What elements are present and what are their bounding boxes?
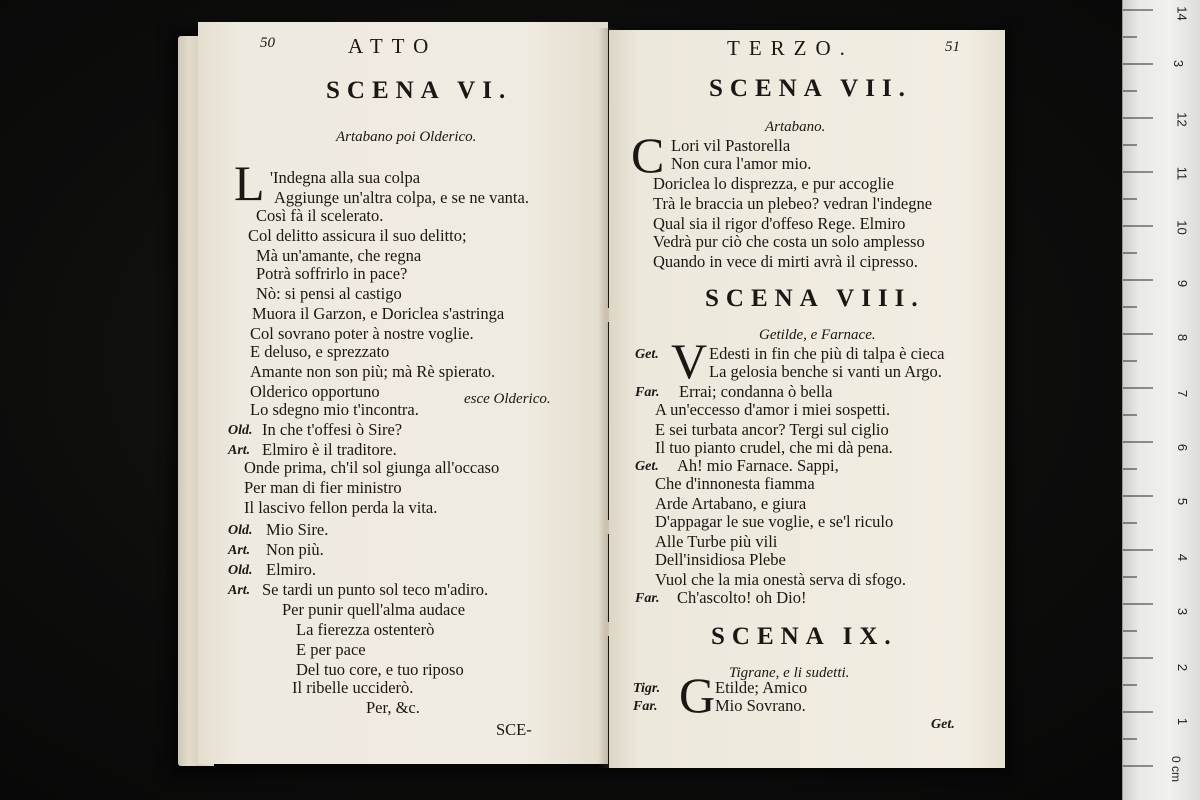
running-head: TERZO. [727,36,854,60]
verse-line: Elmiro è il traditore. [262,440,397,459]
verse-line: Quando in vece di mirti avrà il cipresso. [653,252,918,271]
verse-line: Il lascivo fellon perda la vita. [244,498,438,517]
verse-line: Col delitto assicura il suo delitto; [248,226,467,245]
scene-title: SCENA VIII. [705,285,925,312]
verse-line: Del tuo core, e tuo riposo [296,660,464,679]
ruler-number: 1 [1175,717,1191,726]
speaker-label: Old. [228,523,253,538]
ruler-number: 6 [1175,443,1191,452]
verse-line: In che t'offesi ò Sire? [262,420,403,439]
verse-line: La fierezza ostenterò [296,620,435,639]
verse-line: Per man di fier ministro [244,478,402,497]
verse-line: Amante non son più; mà Rè spierato. [250,362,496,381]
stage-direction: esce Olderico. [464,391,551,407]
verse-line: D'appagar le sue voglie, e se'l riculo [655,512,894,531]
verse-line: Aggiunge un'altra colpa, e se ne vanta. [274,188,529,207]
verse-line: Vuol che la mia onestà serva di sfogo. [655,570,907,589]
ruler-number: 11 [1174,166,1190,181]
right-page [609,30,1005,768]
ruler-number: 9 [1175,279,1191,288]
scene-title: SCENA VI. [326,77,513,104]
speaker-label: Tigr. [633,681,661,696]
verse-line: La gelosia benche si vanti un Argo. [709,362,942,381]
scene-persons: Artabano. [765,119,826,135]
verse-line: Etilde; Amico [715,678,808,697]
verse-line: Non più. [266,540,324,559]
scene-title: SCENA VII. [709,75,912,102]
speaker-label: Far. [635,591,660,606]
speaker-label: Old. [228,423,253,438]
verse-line: Elmiro. [266,560,316,579]
speaker-label: Art. [228,443,251,458]
scene-persons: Tigrane, e li sudetti. [729,665,850,681]
verse-line: Arde Artabano, e giura [655,494,807,513]
ruler-number: 10 [1174,220,1190,235]
verse-line: Doriclea lo disprezza, e pur accoglie [653,174,894,193]
verse-line: Potrà soffrirlo in pace? [256,264,408,283]
verse-line: Qual sia il rigor d'offeso Rege. Elmiro [653,214,906,233]
scene-persons: Artabano poi Olderico. [336,129,477,145]
running-head: ATTO [348,34,438,58]
verse-line: A un'eccesso d'amor i miei sospetti. [655,400,891,419]
verse-line: Col sovrano poter à nostre voglie. [250,324,474,343]
page-number: 51 [945,39,960,55]
drop-cap: C [631,127,665,183]
verse-line: Mio Sire. [266,520,329,539]
ruler-number: 14 [1174,6,1190,21]
verse-line: Dell'insidiosa Plebe [655,550,786,569]
speaker-label: Get. [635,459,659,474]
left-page [198,22,608,764]
verse-line: Non cura l'amor mio. [671,154,812,173]
ruler-number: 8 [1175,333,1191,342]
ruler-unit: 0 cm [1169,755,1184,783]
drop-cap: V [671,333,708,389]
drop-cap: L [234,155,265,211]
verse-line: Per punir quell'alma audace [282,600,466,619]
verse-line: Muora il Garzon, e Doriclea s'astringa [252,304,505,323]
verse-line: Mio Sovrano. [715,696,806,715]
verse-line: Onde prima, ch'il sol giunga all'occaso [244,458,500,477]
verse-line: Lo sdegno mio t'incontra. [250,400,419,419]
ruler-number: 4 [1175,553,1191,562]
verse-line: Il tuo pianto crudel, che mi dà pena. [655,438,893,457]
speaker-label: Get. [635,347,659,362]
verse-line: E deluso, e sprezzato [250,342,390,361]
verse-line: Olderico opportuno [250,382,380,401]
verse-line: Il ribelle ucciderò. [292,678,414,697]
verse-line: Che d'innonesta fiamma [655,474,815,493]
verse-line: Per, &c. [366,698,420,717]
drop-cap: G [679,667,716,723]
verse-line: Errai; condanna ò bella [679,382,833,401]
verse-line: Trà le braccia un plebeo? vedran l'indegne [653,194,933,213]
speaker-label: Art. [228,583,251,598]
scene-title: SCENA IX. [711,623,898,650]
ruler-number: 3 [1171,59,1187,68]
ruler-number: 3 [1175,607,1191,616]
verse-line: E sei turbata ancor? Tergi sul ciglio [655,420,889,439]
ruler-ticks [1123,0,1200,800]
speaker-label: Old. [228,563,253,578]
catchword: Get. [931,717,955,732]
verse-line: Mà un'amante, che regna [256,246,422,265]
ruler-number: 7 [1175,389,1191,398]
verse-line: 'Indegna alla sua colpa [270,168,421,187]
verse-line: E per pace [296,640,366,659]
speaker-label: Art. [228,543,251,558]
verse-line: Così fà il scelerato. [256,206,384,225]
verse-line: Lori vil Pastorella [671,136,791,155]
ruler-number: 5 [1175,497,1191,506]
speaker-label: Far. [635,385,660,400]
catchword: SCE- [496,720,532,739]
scene-persons: Getilde, e Farnace. [759,327,876,343]
page-number: 50 [260,35,275,51]
verse-line: Edesti in fin che più di talpa è cieca [709,344,945,363]
ruler-number: 12 [1174,112,1190,127]
verse-line: Vedrà pur ciò che costa un solo amplesso [653,232,925,251]
ruler-number: 2 [1175,663,1191,672]
verse-line: Ch'ascolto! oh Dio! [677,588,807,607]
verse-line: Ah! mio Farnace. Sappi, [677,456,839,475]
verse-line: Se tardi un punto sol teco m'adiro. [262,580,489,599]
speaker-label: Far. [633,699,658,714]
measuring-ruler [1122,0,1200,800]
verse-line: Alle Turbe più vili [655,532,778,551]
verse-line: Nò: si pensi al castigo [256,284,402,303]
